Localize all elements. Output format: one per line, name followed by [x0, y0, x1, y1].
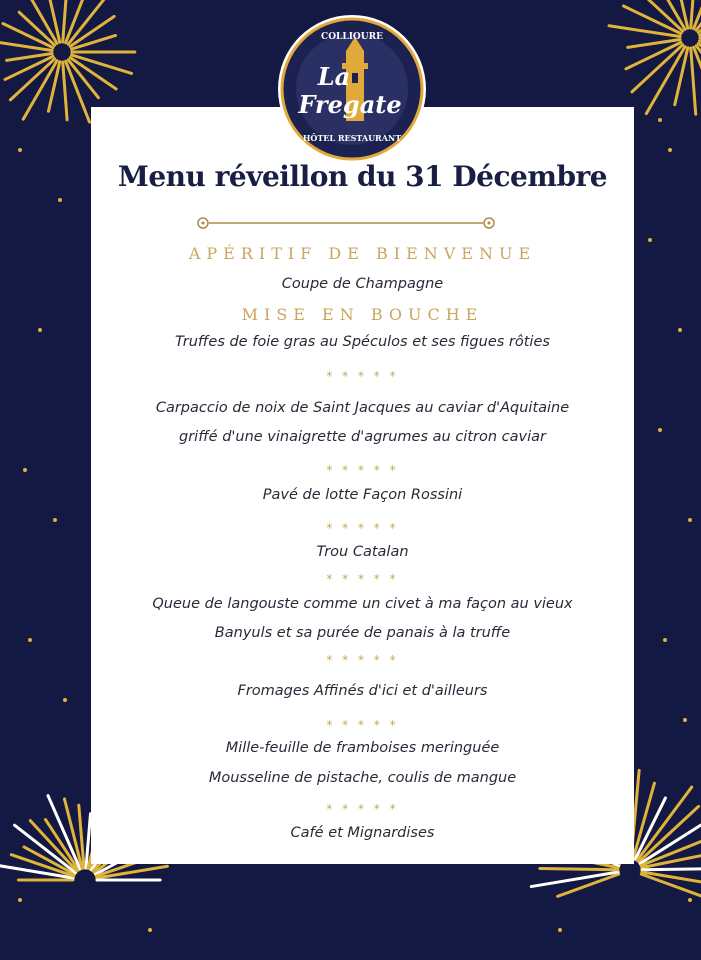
confetti-dot — [18, 148, 22, 152]
confetti-dot — [678, 328, 682, 332]
logo-name-line1: La — [317, 62, 351, 91]
section-aperitif: APÉRITIF DE BIENVENUE — [188, 244, 537, 263]
firework-ray — [48, 62, 59, 112]
confetti-dot — [148, 928, 152, 932]
confetti-dot — [663, 638, 667, 642]
menu-item-dessert-line1: Mille-feuille de framboises meringuée — [225, 740, 500, 756]
firework-top-right — [609, 0, 701, 117]
menu-item-trou-catalan: Trou Catalan — [316, 544, 409, 560]
confetti-dot — [58, 198, 62, 202]
confetti-dot — [648, 238, 652, 242]
separator-stars: * * * * * — [326, 653, 399, 667]
menu-title: Menu réveillon du 31 Décembre — [117, 160, 608, 193]
confetti-dot — [23, 468, 27, 472]
confetti-dot — [658, 118, 662, 122]
menu-item-cafe: Café et Mignardises — [290, 825, 435, 841]
confetti-dot — [28, 638, 32, 642]
confetti-dot — [558, 928, 562, 932]
separator-stars: * * * * * — [326, 572, 399, 586]
separator-stars: * * * * * — [326, 802, 399, 816]
logo-name-line2: Fregate — [298, 90, 402, 119]
confetti-dot — [38, 328, 42, 332]
firework-ray — [642, 869, 701, 870]
separator-stars: * * * * * — [326, 369, 399, 383]
confetti-dot — [18, 898, 22, 902]
firework-ray — [632, 45, 683, 92]
menu-item-carpaccio-line1: Carpaccio de noix de Saint Jacques au caviar d'Aquitaine — [155, 400, 570, 416]
menu-item-langouste-line1: Queue de langouste comme un civet à ma façon au vieux — [152, 596, 573, 612]
firework-ray — [540, 869, 618, 870]
separator-stars: * * * * * — [326, 521, 399, 535]
firework-ray — [63, 62, 67, 120]
confetti-dot — [53, 518, 57, 522]
menu-item-truffes: Truffes de foie gras au Spéculos et ses figues rôties — [175, 334, 550, 350]
menu-item-lotte: Pavé de lotte Façon Rossini — [262, 487, 463, 503]
menu-item-carpaccio-line2: griffé d'une vinaigrette d'agrumes au citron caviar — [179, 429, 546, 445]
logo-top-text: COLLIOURE — [321, 32, 383, 42]
menu-item-langouste-line2: Banyuls et sa purée de panais à la truffe — [214, 625, 511, 641]
firework-top-left — [0, 0, 135, 122]
confetti-dot — [668, 148, 672, 152]
confetti-dot — [688, 518, 692, 522]
confetti-dot — [683, 718, 687, 722]
firework-ray — [641, 874, 701, 904]
logo-bottom-text: HÔTEL RESTAURANT — [302, 133, 402, 143]
menu-item-dessert-line2: Mousseline de pistache, coulis de mangue — [208, 770, 517, 786]
separator-stars: * * * * * — [326, 718, 399, 732]
confetti-dot — [688, 898, 692, 902]
restaurant-logo — [276, 13, 428, 165]
firework-ray — [691, 48, 696, 114]
section-mise-en-bouche: MISE EN BOUCHE — [241, 305, 484, 324]
confetti-dot — [658, 428, 662, 432]
firework-ray — [63, 0, 67, 42]
separator-stars: * * * * * — [326, 463, 399, 477]
firework-ray — [675, 48, 688, 105]
menu-item-champagne: Coupe de Champagne — [281, 276, 444, 292]
title-ornament — [195, 214, 497, 232]
confetti-dot — [63, 698, 67, 702]
menu-item-fromages: Fromages Affinés d'ici et d'ailleurs — [237, 683, 488, 699]
